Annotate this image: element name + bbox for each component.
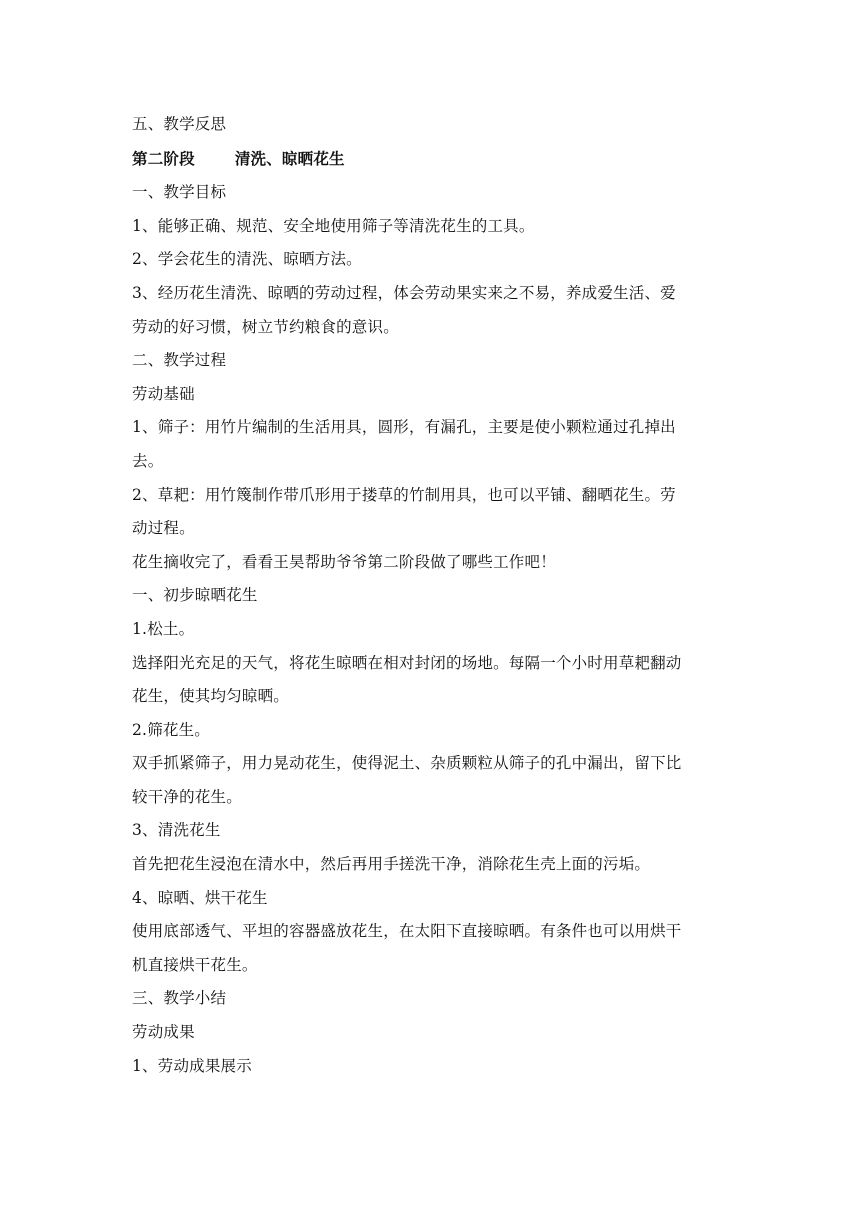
tool-rake-line-1: 2、草耙：用竹篾制作带爪形用于搂草的竹制用具，也可以平铺、翻晒花生。劳 [132, 485, 676, 504]
tool-sieve-line-1: 1、筛子：用竹片编制的生活用具，圆形，有漏孔，主要是使小颗粒通过孔掉出 [132, 418, 676, 437]
step-wash-peanuts: 3、清洗花生 [132, 821, 221, 840]
dry-desc-line-1: 使用底部透气、平坦的容器盛放花生，在太阳下直接晾晒。有条件也可以用烘干 [132, 922, 682, 941]
step-heading-initial-drying: 一、初步晾晒花生 [132, 586, 258, 605]
section-heading-summary: 三、教学小结 [132, 989, 227, 1008]
stage-heading [132, 142, 732, 177]
step-loosen-soil: 1.松土。 [132, 619, 195, 638]
section-heading-process: 二、教学过程 [132, 351, 227, 370]
intro-paragraph: 花生摘收完了，看看王昊帮助爷爷第二阶段做了哪些工作吧！ [132, 552, 556, 571]
stage-label: 第二阶段 [132, 148, 195, 168]
subheading-labor-basics: 劳动基础 [132, 384, 195, 403]
goal-3-line-2: 劳动的好习惯，树立节约粮食的意识。 [132, 317, 399, 336]
sieve-desc-line-1: 双手抓紧筛子，用力晃动花生，使得泥土、杂质颗粒从筛子的孔中漏出，留下比 [132, 754, 682, 773]
goal-2: 2、学会花生的清洗、晾晒方法。 [132, 250, 362, 269]
results-item-1: 1、劳动成果展示 [132, 1056, 252, 1075]
tool-sieve-line-2: 去。 [132, 451, 164, 470]
wash-desc: 首先把花生浸泡在清水中，然后再用手搓洗干净，消除花生壳上面的污垢。 [132, 855, 651, 874]
stage-title: 清洗、晾晒花生 [234, 148, 345, 168]
sieve-desc-line-2: 较干净的花生。 [132, 787, 242, 806]
loosen-soil-desc-line-2: 花生，使其均匀晾晒。 [132, 687, 290, 706]
loosen-soil-desc-line-1: 选择阳光充足的天气，将花生晾晒在相对封闭的场地。每隔一个小时用草耙翻动 [132, 653, 682, 672]
tool-rake-line-2: 动过程。 [132, 519, 195, 538]
document-body [132, 108, 732, 1083]
dry-desc-line-2: 机直接烘干花生。 [132, 955, 258, 974]
subheading-labor-results: 劳动成果 [132, 1023, 195, 1042]
goal-3-line-1: 3、经历花生清洗、晾晒的劳动过程，体会劳动果实来之不易，养成爱生活、爱 [132, 283, 676, 302]
section-heading-reflection: 五、教学反思 [132, 115, 227, 133]
step-sieve-peanuts: 2.筛花生。 [132, 720, 210, 739]
goal-1: 1、能够正确、规范、安全地使用筛子等清洗花生的工具。 [132, 216, 535, 235]
step-dry-peanuts: 4、晾晒、烘干花生 [132, 888, 268, 907]
section-heading-goals: 一、教学目标 [132, 183, 227, 202]
